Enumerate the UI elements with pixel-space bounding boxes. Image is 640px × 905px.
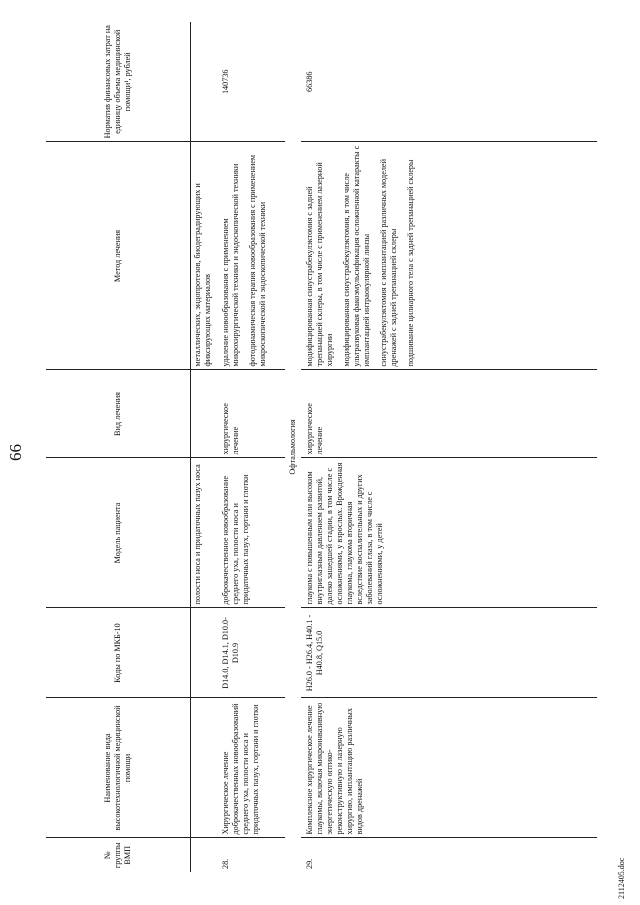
table-row-29 <box>301 22 597 872</box>
row29-method-4: подшивание цилиарного тела с задней трепанацией склеры <box>406 159 415 367</box>
row28-model: доброкачественное новообразование среднего уха, полости носа и придаточных пазух, гортани и глотки <box>217 458 285 608</box>
header-model: Модель пациента <box>46 458 191 608</box>
cont-method: металлических, эндопротезов, биодеградирующих и фиксирующих материалов <box>191 142 218 370</box>
row28-method-2: фотодинамическая терапия новообразования с применением микроскопической и эндоскопической техники <box>248 154 267 367</box>
page-number: 66 <box>6 444 25 461</box>
vmp-table <box>46 22 597 872</box>
row28-method-1: удаление новообразования с применением микрохирургической техники и эндоскопической техники <box>221 163 240 367</box>
row28-number: 28. <box>221 858 230 869</box>
row29-methods <box>301 142 597 370</box>
footer-doc-id: 2112405.doc <box>617 857 626 899</box>
row29-method-2: модифицированная синустрабекулэктомия, в том числе ультразвуковая факоэмульсификация осложненной катаракты с имплантацией интраокулярной линзы <box>342 145 371 367</box>
row29-method-1: модифицированная синустрабекулэктомия с задней трепанацией склеры, в том числе с применением лазерной хирургии <box>305 162 334 367</box>
row29-name: Комплексное хирургическое лечение глаукомы, включая микроинвазивную энергетическую оптико-реконструктивную и лазерную хирургию, имплантацию различных видов дренажей <box>301 698 597 838</box>
table-row-28 <box>217 22 285 872</box>
section-title: Офтальмология <box>288 419 297 475</box>
header-name: Наименование вида высокотехнологичной медицинской помощи <box>46 698 191 838</box>
row29-method-3: синустрабекулэктомия с имплантацией различных моделей дренажей с задней трепанацией склеры <box>379 159 398 367</box>
row29-number: 29. <box>305 858 314 869</box>
row28-methods <box>217 142 285 370</box>
row28-name: Хирургическое лечение доброкачественных новообразований среднего уха, полости носа и придаточных пазух, гортани и глотки <box>217 698 285 838</box>
table-row-continuation <box>191 22 218 872</box>
row29-model: глаукома с повышенным или высоким внутриглазным давлением развитой, далеко зашедшей стадии, в том числе с осложнениями, у взрослых. Врожденная глаукома, глаукома вторичная вследствие воспалительных и других заболеваний глаза, в том числе с осложнениями, у детей <box>301 458 597 608</box>
row29-codes: H26.0 - H26.4, H40.1 - H40.8, Q15.0 <box>301 608 597 698</box>
cont-model: полости носа и придаточных пазух носа <box>191 458 218 608</box>
header-type: Вид лечения <box>46 370 191 458</box>
section-heading-row <box>285 22 301 872</box>
row28-norm: 140736 <box>217 22 285 142</box>
header-group: № группы ВМП <box>46 838 191 872</box>
header-norm: Норматив финансовых затрат на единицу объема медицинской помощи¹, рублей <box>46 22 191 142</box>
header-row <box>46 22 191 872</box>
header-method: Метод лечения <box>46 142 191 370</box>
row28-type: хирургическое лечение <box>217 370 285 458</box>
row29-norm: 66386 <box>301 22 597 142</box>
row28-codes: D14.0, D14.1, D10.0-D10.9 <box>217 608 285 698</box>
row29-type: хирургическое лечение <box>301 370 597 458</box>
header-codes: Коды по МКБ-10 <box>46 608 191 698</box>
